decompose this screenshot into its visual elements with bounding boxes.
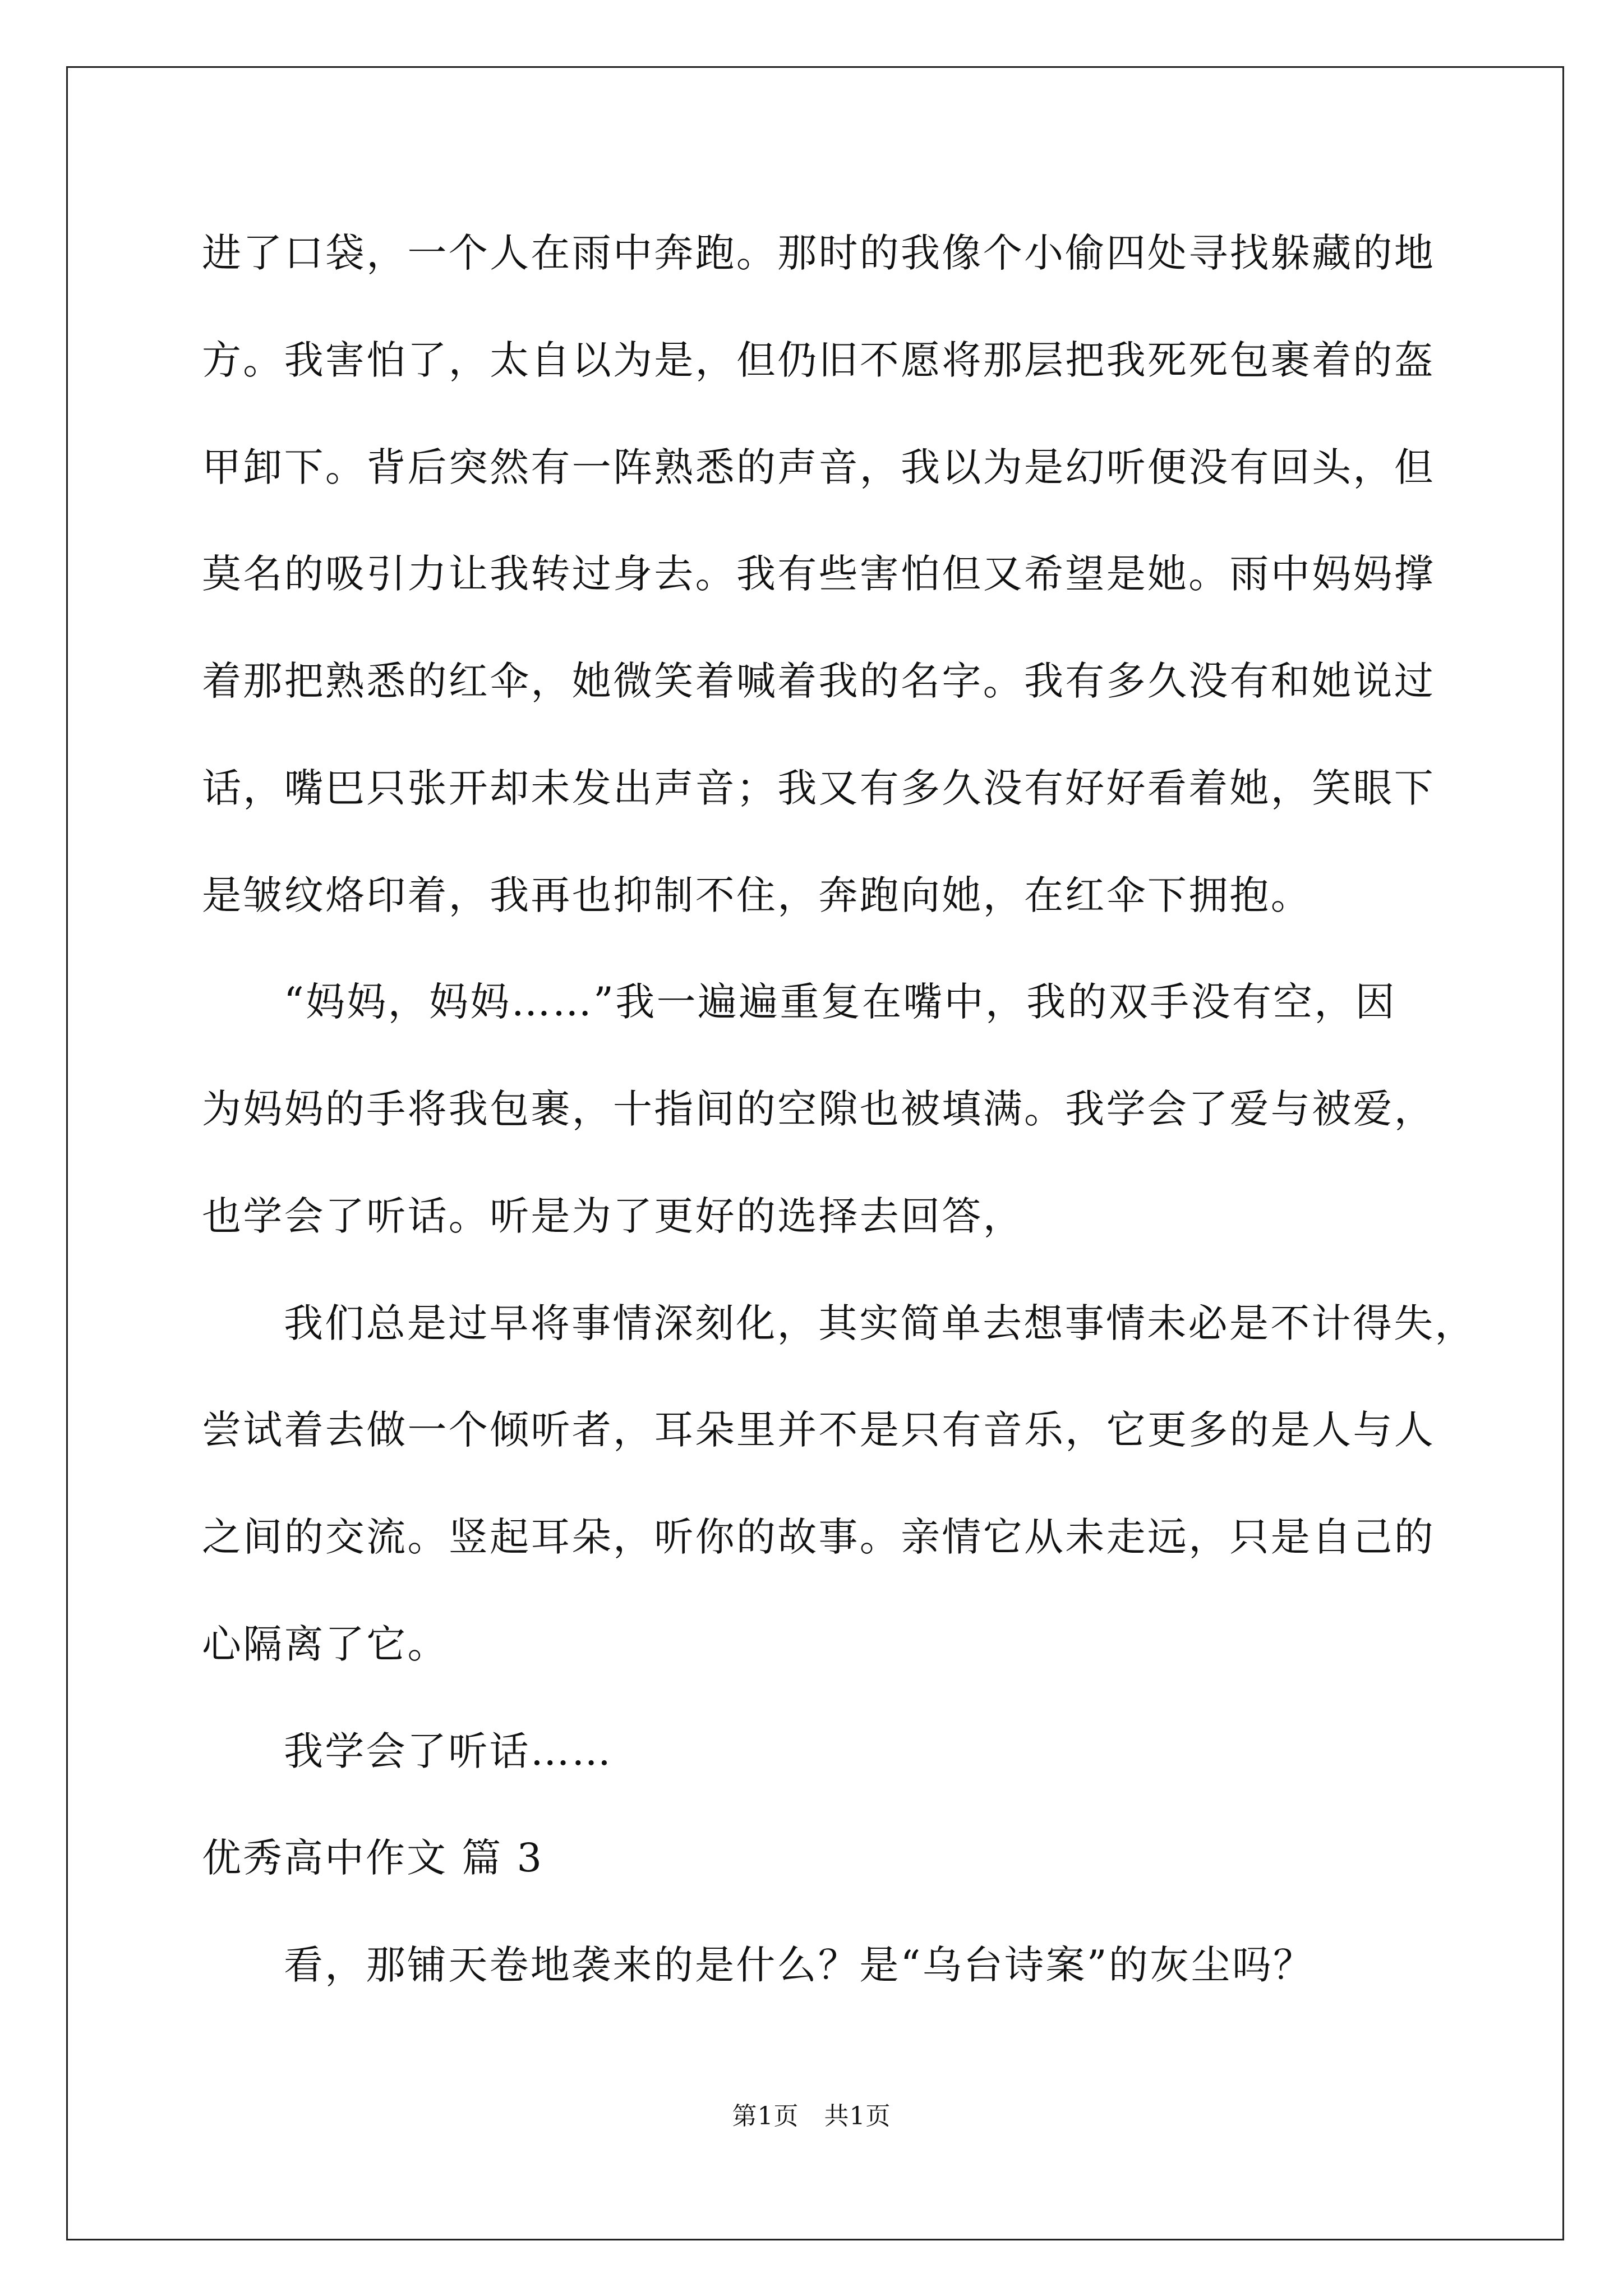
text-line: 为妈妈的手将我包裹，十指间的空隙也被填满。我学会了爱与被爱， [202,1086,1435,1132]
page-number-label: 第1页 共1页 [732,2102,891,2131]
document-body [202,200,1509,2019]
text-line: 莫名的吸引力让我转过身去。我有些害怕但又希望是她。雨中妈妈撑 [202,551,1435,597]
text-line: 也学会了听话。听是为了更好的选择去回答， [202,1193,1024,1239]
section-heading [202,1805,1509,1912]
section-heading-text: 优秀高中作文 篇 3 [202,1835,544,1881]
text-line: 尝试着去做一个倾听者，耳朵里并不是只有音乐，它更多的是人与人 [202,1407,1435,1453]
page-footer [0,2101,1623,2132]
text-line: 是皱纹烙印着，我再也抑制不住，奔跑向她，在红伞下拥抱。 [202,872,1312,918]
text-line: 之间的交流。竖起耳朵，听你的故事。亲情它从未走远，只是自己的 [202,1514,1435,1560]
text-line: 我们总是过早将事情深刻化，其实简单去想事情未必是不计得失， [284,1300,1476,1346]
paragraph [202,949,1509,1269]
paragraph [202,200,1509,949]
text-line: 甲卸下。背后突然有一阵熟悉的声音，我以为是幻听便没有回头，但 [202,444,1435,490]
text-line: 着那把熟悉的红伞，她微笑着喊着我的名字。我有多久没有和她说过 [202,658,1435,704]
text-line: 进了口袋，一个人在雨中奔跑。那时的我像个小偷四处寻找躲藏的地 [202,230,1435,276]
text-line: 话，嘴巴只张开却未发出声音；我又有多久没有好好看着她，笑眼下 [202,765,1435,811]
paragraph [202,1912,1509,2019]
text-line: 方。我害怕了，太自以为是，但仍旧不愿将那层把我死死包裹着的盔 [202,337,1435,383]
paragraph [202,1698,1509,1805]
text-line: 看，那铺天卷地袭来的是什么？是“乌台诗案”的灰尘吗？ [284,1942,1315,1988]
text-line: 心隔离了它。 [202,1621,449,1667]
paragraph [202,1270,1509,1698]
text-line: 我学会了听话…… [284,1728,613,1774]
text-line: “妈妈，妈妈……”我一遍遍重复在嘴中，我的双手没有空，因 [284,979,1396,1025]
